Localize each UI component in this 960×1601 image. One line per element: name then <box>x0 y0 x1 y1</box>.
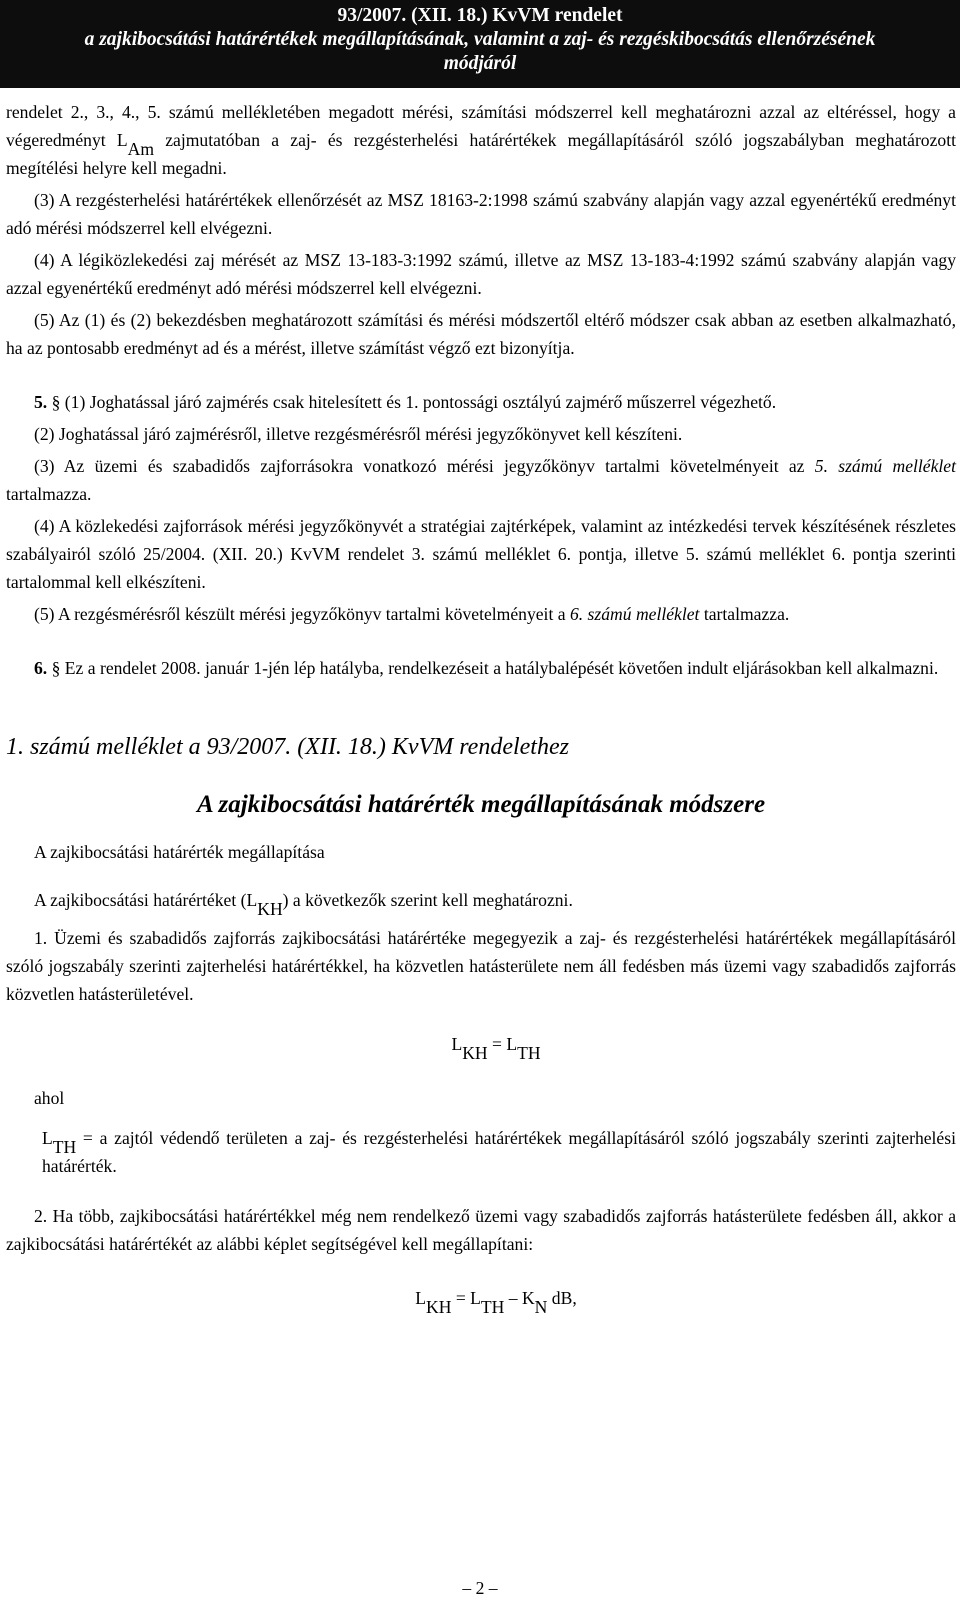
formula-lkh-lth-kn: $L_{KH} = L_{TH} - K_N$ dB, <box>415 1288 577 1317</box>
paragraph-continuation: rendelet 2., 3., 4., 5. számú mellékletében megadott mérési, számítási módszerrel kell meghatározni azzal az eltéréssel, hogy a végeredményt $L_{Am}$ zajmutatóban a zaj- és rezgésterhelési határértékek megállapításáról szóló jogszabályban meghatározott megítélési helyre kell megadni. <box>6 102 956 178</box>
document-header <box>0 0 960 88</box>
document-body <box>6 98 956 1316</box>
page-number: – 2 – <box>462 1578 498 1598</box>
paragraph-4-3: (3) A rezgésterhelési határértékek ellenőrzését az MSZ 18163-2:1998 számú szabvány alapján vagy azzal egyenértékű eredményt adó mérési módszerrel kell elvégezni. <box>6 190 956 238</box>
section-5-paragraph-3: (3) Az üzemi és szabadidős zajforrásokra vonatkozó mérési jegyzőkönyv tartalmi követelményeit az 5. számú melléklet tartalmazza. <box>6 456 956 504</box>
section-icon: § <box>51 658 61 678</box>
annex-title: 1. számú melléklet a 93/2007. (XII. 18.) KvVM rendelethez <box>6 734 569 760</box>
where-label: ahol <box>34 1088 65 1108</box>
paragraph-4-5: (5) Az (1) és (2) bekezdésben meghatározott számítási és mérési módszertől eltérő módszer csak abban az esetben alkalmazható, ha az pontosabb eredményt ad és a mérést, illetve számítást végző ezt bizonyítja. <box>6 310 956 358</box>
section-5-paragraph-1: 5. § (1) Joghatással járó zajmérés csak hitelesített és 1. pontossági osztályú zajmérő műszerrel végezhető. <box>34 392 777 412</box>
annex-item-2: 2. Ha több, zajkibocsátási határértékkel még nem rendelkező üzemi vagy szabadidős zajforrás hatásterülete fedésben áll, akkor a zajkibocsátási határértékét az alábbi képlet segítségével kell megállapítani: <box>6 1206 956 1254</box>
paragraph-4-4: (4) A légiközlekedési zaj mérését az MSZ 13-183-3:1992 számú, illetve az MSZ 13-183-4:1992 számú szabvány alapján vagy azzal egyenértékű eredményt adó mérési módszerrel kell elvégezni. <box>6 250 956 298</box>
annex-item-1: 1. Üzemi és szabadidős zajforrás zajkibocsátási határértéke megegyezik a zaj- és rezgésterhelési határértékek megállapításáról szóló jogszabály szerinti zajterhelési határértékkel, ha közvetlen hatásterülete nem áll fedésben más üzemi vagy szabadidős zajforrás közvetlen hatásterületével. <box>6 928 956 1004</box>
header-title: 93/2007. (XII. 18.) KvVM rendelet <box>337 5 623 26</box>
annex-subtitle: A zajkibocsátási határérték megállapításának módszere <box>196 791 766 818</box>
annex-intro: A zajkibocsátási határértéket $(L_{KH})$ a következők szerint kell meghatározni. <box>34 890 573 919</box>
section-icon: § <box>51 392 61 412</box>
header-subtitle-line2: módjáról <box>443 53 517 74</box>
formula-lkh-equals-lth: $L_{KH} = L_{TH}$ <box>451 1034 541 1063</box>
section-6-paragraph: 6. § Ez a rendelet 2008. január 1-jén lép hatályba, rendelkezéseit a hatálybalépését követően indult eljárásokban kell alkalmazni. <box>34 658 939 678</box>
section-5-paragraph-5: (5) A rezgésmérésről készült mérési jegyzőkönyv tartalmi követelményeit a 6. számú melléklet tartalmazza. <box>34 604 790 624</box>
section-5-paragraph-2: (2) Joghatással járó zajmérésről, illetve rezgésmérésről mérési jegyzőkönyvet kell készíteni. <box>34 424 683 444</box>
definition-lth: $L_{TH} = a$ zajtól védendő területen a zaj- és rezgésterhelési határértékek megállapításáról szóló jogszabály szerinti zajterhelési határérték. <box>42 1128 956 1176</box>
annex-heading: A zajkibocsátási határérték megállapítása <box>34 842 325 862</box>
header-subtitle-line1: a zajkibocsátási határértékek megállapításának, valamint a zaj- és rezgéskibocsátás ellenőrzésének <box>84 29 876 50</box>
section-5-paragraph-4: (4) A közlekedési zajforrások mérési jegyzőkönyvét a stratégiai zajtérképek, valamint az intézkedési tervek készítésének részletes szabályairól szóló 25/2004. (XII. 20.) KvVM rendelet 3. számú melléklet 6. pontja, illetve 5. számú melléklet 6. pontja szerinti tartalommal kell elkészíteni. <box>6 516 956 592</box>
